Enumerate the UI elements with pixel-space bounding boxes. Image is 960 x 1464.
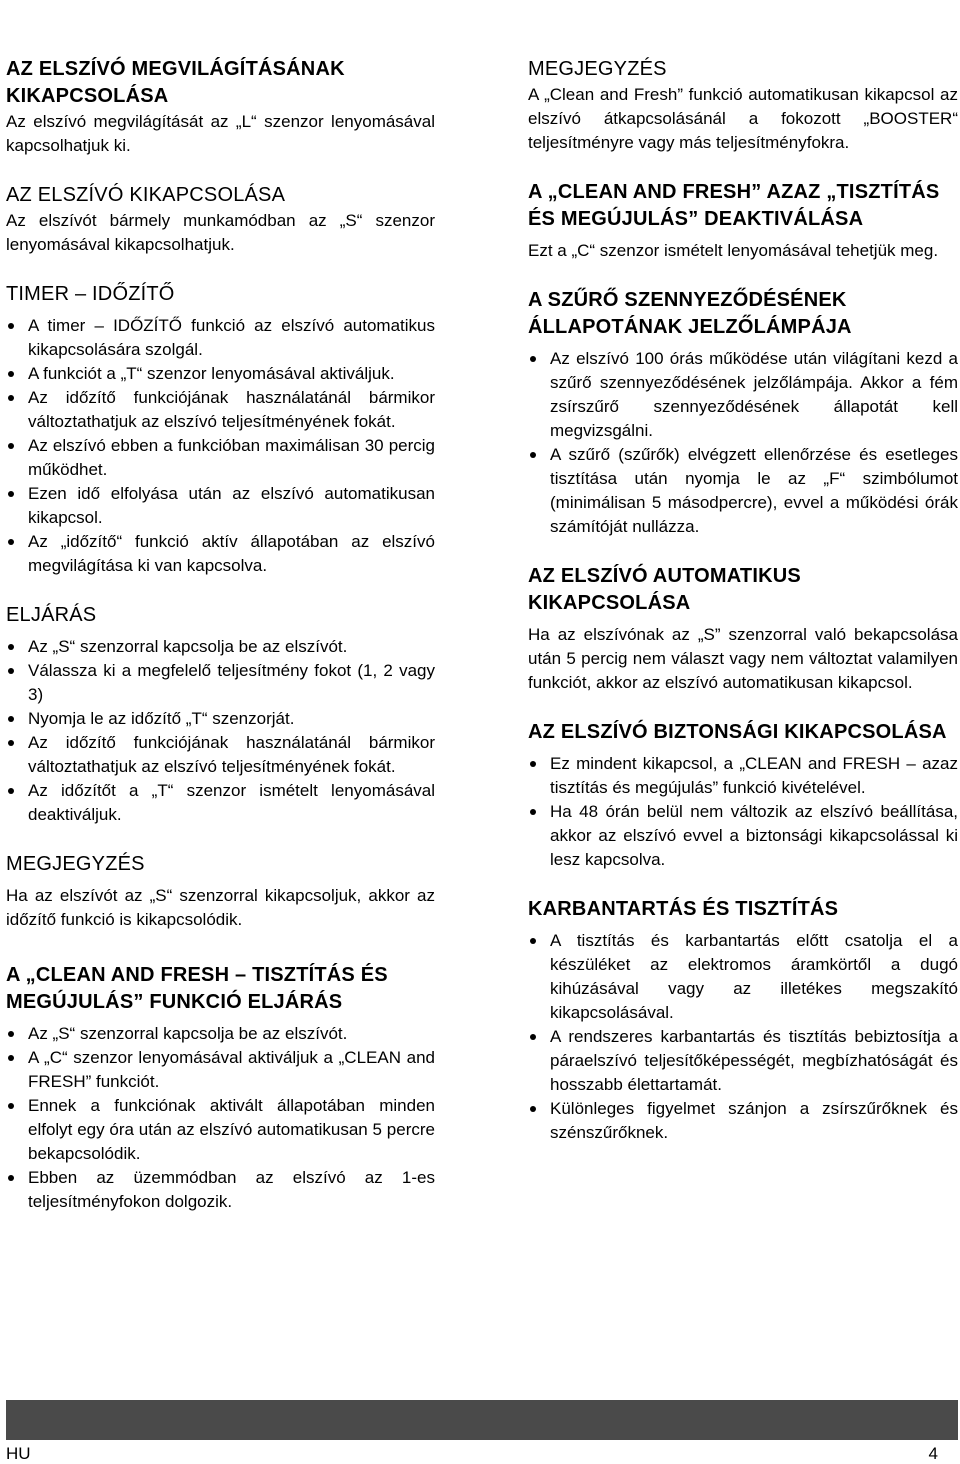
bullet-list (6, 314, 435, 578)
list-item-text: A tisztítás és karbantartás előtt csatolja el a készüléket az elektromos áramkörtől a dugó kihúzásával vagy az illetékes megszakító kikapcsolásával. (550, 931, 958, 1022)
section-safety-off (528, 719, 958, 872)
list-item (528, 443, 958, 539)
list-item-text: A szűrő (szűrők) elvégzett ellenőrzése és esetleges tisztítása után nyomja le az „F“ szimbólumot (minimálisan 5 másodpercre), evvel a működési órák számítóját nullázza. (550, 445, 958, 536)
section-procedure (6, 602, 435, 827)
section-title: KARBANTARTÁS ÉS TISZTÍTÁS (528, 898, 839, 920)
bullet-list (528, 347, 958, 539)
list-item (6, 779, 435, 827)
section-title: AZ ELSZÍVÓ KIKAPCSOLÁSA (6, 184, 286, 206)
list-item (6, 434, 435, 482)
list-item (6, 1166, 435, 1214)
list-item (528, 1025, 958, 1097)
footer-bar (6, 1400, 958, 1440)
section-text: Ha az elszívót az „S“ szenzorral kikapcsoljuk, akkor az időzítő funkció is kikapcsolódik. (6, 886, 435, 929)
list-item-text: Nyomja le az időzítő „T“ szenzorját. (28, 709, 295, 728)
list-item (6, 1094, 435, 1166)
page-number: 4 (928, 1444, 938, 1463)
right-column (528, 56, 958, 1145)
left-column (6, 56, 435, 1214)
list-item-text: A timer – IDŐZÍTŐ funkció az elszívó automatikus kikapcsolására szolgál. (28, 316, 435, 359)
list-item (6, 1022, 435, 1046)
list-item (6, 362, 435, 386)
list-item-text: Az időzítőt a „T“ szenzor ismételt lenyomásával deaktiváljuk. (28, 781, 435, 824)
section-text: Az elszívó megvilágítását az „L“ szenzor lenyomásával kapcsolhatjuk ki. (6, 112, 435, 155)
section-hood-off (6, 182, 435, 257)
list-item (6, 707, 435, 731)
section-clean-fresh-deactivation (528, 179, 958, 263)
section-title: MEGJEGYZÉS (6, 853, 145, 875)
section-note (6, 851, 435, 932)
list-item-text: Ezen idő elfolyása után az elszívó automatikusan kikapcsol. (28, 484, 435, 527)
bullet-icon (8, 491, 14, 497)
bullet-icon (8, 716, 14, 722)
section-text: Az elszívót bármely munkamódban az „S“ szenzor lenyomásával kikapcsolhatjuk. (6, 211, 435, 254)
section-title: MEGJEGYZÉS (528, 58, 667, 80)
bullet-icon (8, 668, 14, 674)
list-item (6, 659, 435, 707)
bullet-icon (8, 371, 14, 377)
bullet-icon (530, 1106, 536, 1112)
bullet-list (6, 1022, 435, 1214)
list-item-text: A „C“ szenzor lenyomásával aktiváljuk a „CLEAN and FRESH” funkciót. (28, 1048, 435, 1091)
bullet-icon (8, 323, 14, 329)
list-item (528, 800, 958, 872)
list-item-text: Az időzítő funkciójának használatánál bármikor változtathatjuk az elszívó teljesítményének fokát. (28, 388, 435, 431)
section-text: Ha az elszívónak az „S” szenzorral való bekapcsolása után 5 percig nem választ vagy nem változtat valamilyen funkciót, akkor az elszívó automatikusan kikapcsol. (528, 625, 958, 692)
list-item-text: Ez mindent kikapcsol, a „CLEAN and FRESH – azaz tisztítás és megújulás” funkció kivételével. (550, 754, 958, 797)
bullet-icon (530, 356, 536, 362)
section-title: A „CLEAN AND FRESH” AZAZ „TISZTÍTÁS ÉS MEGÚJULÁS” DEAKTIVÁLÁSA (528, 181, 940, 230)
bullet-list (528, 752, 958, 872)
bullet-icon (530, 452, 536, 458)
section-auto-off (528, 563, 958, 695)
bullet-icon (8, 1175, 14, 1181)
list-item (6, 530, 435, 578)
section-clean-fresh-procedure (6, 962, 435, 1214)
bullet-icon (8, 644, 14, 650)
list-item (6, 731, 435, 779)
bullet-icon (8, 539, 14, 545)
section-title: AZ ELSZÍVÓ BIZTONSÁGI KIKAPCSOLÁSA (528, 721, 947, 743)
section-note-clean-fresh (528, 56, 958, 155)
list-item (6, 314, 435, 362)
bullet-list (528, 929, 958, 1145)
list-item (6, 386, 435, 434)
footer-language: HU (6, 1444, 31, 1463)
section-maintenance (528, 896, 958, 1145)
list-item-text: A rendszeres karbantartás és tisztítás bebiztosítja a páraelszívó teljesítőképességét, megbízhatóságát és hosszabb élettartamát. (550, 1027, 958, 1094)
section-lighting-off (6, 56, 435, 158)
list-item-text: Ennek a funkciónak aktivált állapotában minden elfolyt egy óra után az elszívó automatikusan 5 percre bekapcsolódik. (28, 1096, 435, 1163)
bullet-list (6, 635, 435, 827)
bullet-icon (8, 788, 14, 794)
list-item (6, 635, 435, 659)
bullet-icon (530, 1034, 536, 1040)
bullet-icon (8, 1031, 14, 1037)
list-item (528, 1097, 958, 1145)
list-item (528, 347, 958, 443)
section-text: A „Clean and Fresh” funkció automatikusan kikapcsol az elszívó átkapcsolásánál a fokozott „BOOSTER“ teljesítményre vagy más teljesítményfokra. (528, 85, 958, 152)
list-item (6, 1046, 435, 1094)
section-title: TIMER – IDŐZÍTŐ (6, 283, 175, 305)
list-item-text: Az elszívó ebben a funkcióban maximálisan 30 percig működhet. (28, 436, 435, 479)
list-item (528, 929, 958, 1025)
section-text: Ezt a „C“ szenzor ismételt lenyomásával tehetjük meg. (528, 241, 939, 260)
section-title: A SZŰRŐ SZENNYEZŐDÉSÉNEK ÁLLAPOTÁNAK JELZŐLÁMPÁJA (528, 289, 852, 338)
bullet-icon (8, 1103, 14, 1109)
section-title: A „CLEAN AND FRESH – TISZTÍTÁS ÉS MEGÚJULÁS” FUNKCIÓ ELJÁRÁS (6, 964, 388, 1013)
list-item-text: Az „S“ szenzorral kapcsolja be az elszívót. (28, 1024, 348, 1043)
list-item-text: Az időzítő funkciójának használatánál bármikor változtathatjuk az elszívó teljesítményének fokát. (28, 733, 435, 776)
bullet-icon (530, 761, 536, 767)
bullet-icon (8, 1055, 14, 1061)
list-item-text: Ebben az üzemmódban az elszívó az 1-es teljesítményfokon dolgozik. (28, 1168, 435, 1211)
bullet-icon (8, 740, 14, 746)
list-item (528, 752, 958, 800)
bullet-icon (530, 809, 536, 815)
section-timer (6, 281, 435, 578)
bullet-icon (530, 938, 536, 944)
section-title: AZ ELSZÍVÓ AUTOMATIKUS KIKAPCSOLÁSA (528, 565, 801, 614)
list-item-text: Az elszívó 100 órás működése után világítani kezd a szűrő szennyeződésének jelzőlámpája. Akkor a fém zsírszűrő szennyeződésének állapotát kell megvizsgálni. (550, 349, 958, 440)
bullet-icon (8, 443, 14, 449)
list-item-text: Az „S“ szenzorral kapcsolja be az elszívót. (28, 637, 348, 656)
list-item-text: A funkciót a „T“ szenzor lenyomásával aktiváljuk. (28, 364, 395, 383)
list-item-text: Az „időzítő“ funkció aktív állapotában az elszívó megvilágítása ki van kapcsolva. (28, 532, 435, 575)
list-item-text: Válassza ki a megfelelő teljesítmény fokot (1, 2 vagy 3) (28, 661, 435, 704)
section-title: AZ ELSZÍVÓ MEGVILÁGÍTÁSÁNAK KIKAPCSOLÁSA (6, 58, 345, 107)
list-item (6, 482, 435, 530)
section-title: ELJÁRÁS (6, 604, 97, 626)
section-filter-indicator (528, 287, 958, 539)
list-item-text: Különleges figyelmet szánjon a zsírszűrőknek és szénszűrőknek. (550, 1099, 958, 1142)
list-item-text: Ha 48 órán belül nem változik az elszívó beállítása, akkor az elszívó evvel a biztonsági kikapcsolással ki lesz kapcsolva. (550, 802, 958, 869)
bullet-icon (8, 395, 14, 401)
